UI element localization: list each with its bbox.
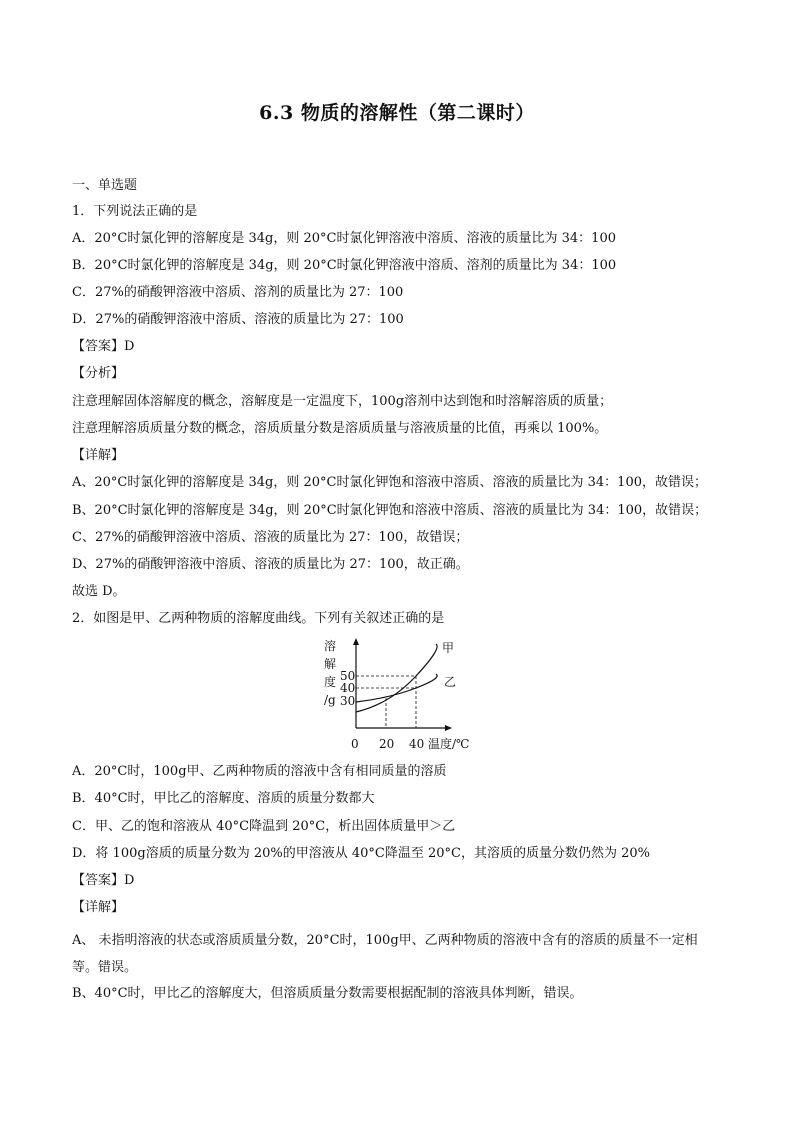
q2-option-d: D．将 100g溶质的质量分数为 20%的甲溶液从 40°C降温至 20°C，其溶质的质量分数仍然为 20% <box>72 846 650 861</box>
y-tick-label: 50 <box>340 669 356 683</box>
section-heading: 一、单选题 <box>72 178 138 193</box>
q1-option-d: D．27%的硝酸钾溶液中溶质、溶液的质量比为 27：100 <box>72 312 404 327</box>
q1-option-b: B．20°C时氯化钾的溶解度是 34g，则 20°C时氯化钾溶液中溶质、溶剂的质量比为 34：100 <box>72 258 617 273</box>
q1-answer: 【答案】D <box>72 339 135 354</box>
q1-detail-line: A、20°C时氯化钾的溶解度是 34g，则 20°C时氯化钾饱和溶液中溶质、溶液的质量比为 34：100，故错误； <box>72 475 707 490</box>
q2-detail-line: B、40°C时，甲比乙的溶解度大，但溶质质量分数需要根据配制的溶液具体判断，错误。 <box>72 986 583 1001</box>
q2-answer: 【答案】D <box>72 873 135 888</box>
curve-jia-label: 甲 <box>442 641 455 655</box>
q1-detail-line: D、27%的硝酸钾溶液中溶质、溶液的质量比为 27：100，故正确。 <box>72 557 469 572</box>
q1-stem: 1．下列说法正确的是 <box>72 204 198 219</box>
q2-stem: 2．如图是甲、乙两种物质的溶解度曲线。下列有关叙述正确的是 <box>72 611 445 626</box>
y-label-char: 解 <box>324 657 337 671</box>
q2-detail-line: A、 未指明溶液的状态或溶质质量分数，20°C时，100g甲、乙两种物质的溶液中含有的溶质的质量不一定相等。错误。 <box>72 933 698 975</box>
page-title: 6.3 物质的溶解性（第二课时） <box>259 102 535 124</box>
solubility-graph <box>320 636 490 756</box>
q1-detail-heading: 【详解】 <box>72 448 125 463</box>
q1-analysis-line: 注意理解溶质质量分数的概念，溶质质量分数是溶质质量与溶液质量的比值，再乘以 100%。 <box>72 421 608 436</box>
x-tick-label: 0 <box>351 737 359 751</box>
y-label-char: /g <box>324 693 336 707</box>
y-label-char: 溶 <box>324 639 337 653</box>
q1-option-c: C．27%的硝酸钾溶液中溶质、溶剂的质量比为 27：100 <box>72 285 404 300</box>
q2-detail-heading: 【详解】 <box>72 900 125 915</box>
y-axis-arrow <box>353 638 359 645</box>
q2-option-a: A．20°C时，100g甲、乙两种物质的溶液中含有相同质量的溶质 <box>72 764 447 779</box>
q1-detail-line: C、27%的硝酸钾溶液中溶质、溶液的质量比为 27：100，故错误； <box>72 530 469 545</box>
y-tick-label: 40 <box>340 681 356 695</box>
q1-conclusion: 故选 D。 <box>72 584 126 599</box>
y-tick-label: 30 <box>340 694 356 708</box>
q1-detail-line: B、20°C时氯化钾的溶解度是 34g，则 20°C时氯化钾饱和溶液中溶质、溶液的质量比为 34：100，故错误； <box>72 503 708 518</box>
q2-option-c: C．甲、乙的饱和溶液从 40°C降温到 20°C，析出固体质量甲＞乙 <box>72 819 456 834</box>
x-tick-label: 20 <box>379 737 395 751</box>
x-axis-arrow <box>445 725 452 731</box>
q1-analysis-line: 注意理解固体溶解度的概念，溶解度是一定温度下，100g溶剂中达到饱和时溶解溶质的质量； <box>72 394 613 409</box>
x-tick-label: 40 <box>409 737 425 751</box>
q1-option-a: A．20°C时氯化钾的溶解度是 34g，则 20°C时氯化钾溶液中溶质、溶液的质量比为 34：100 <box>72 231 616 246</box>
q1-analysis-heading: 【分析】 <box>72 366 125 381</box>
q2-option-b: B．40°C时，甲比乙的溶解度、溶质的质量分数都大 <box>72 791 375 806</box>
curve-yi-label: 乙 <box>444 675 457 689</box>
y-label-char: 度 <box>324 675 337 689</box>
curve-jia <box>356 644 437 712</box>
x-axis-label: 温度/℃ <box>428 737 470 751</box>
